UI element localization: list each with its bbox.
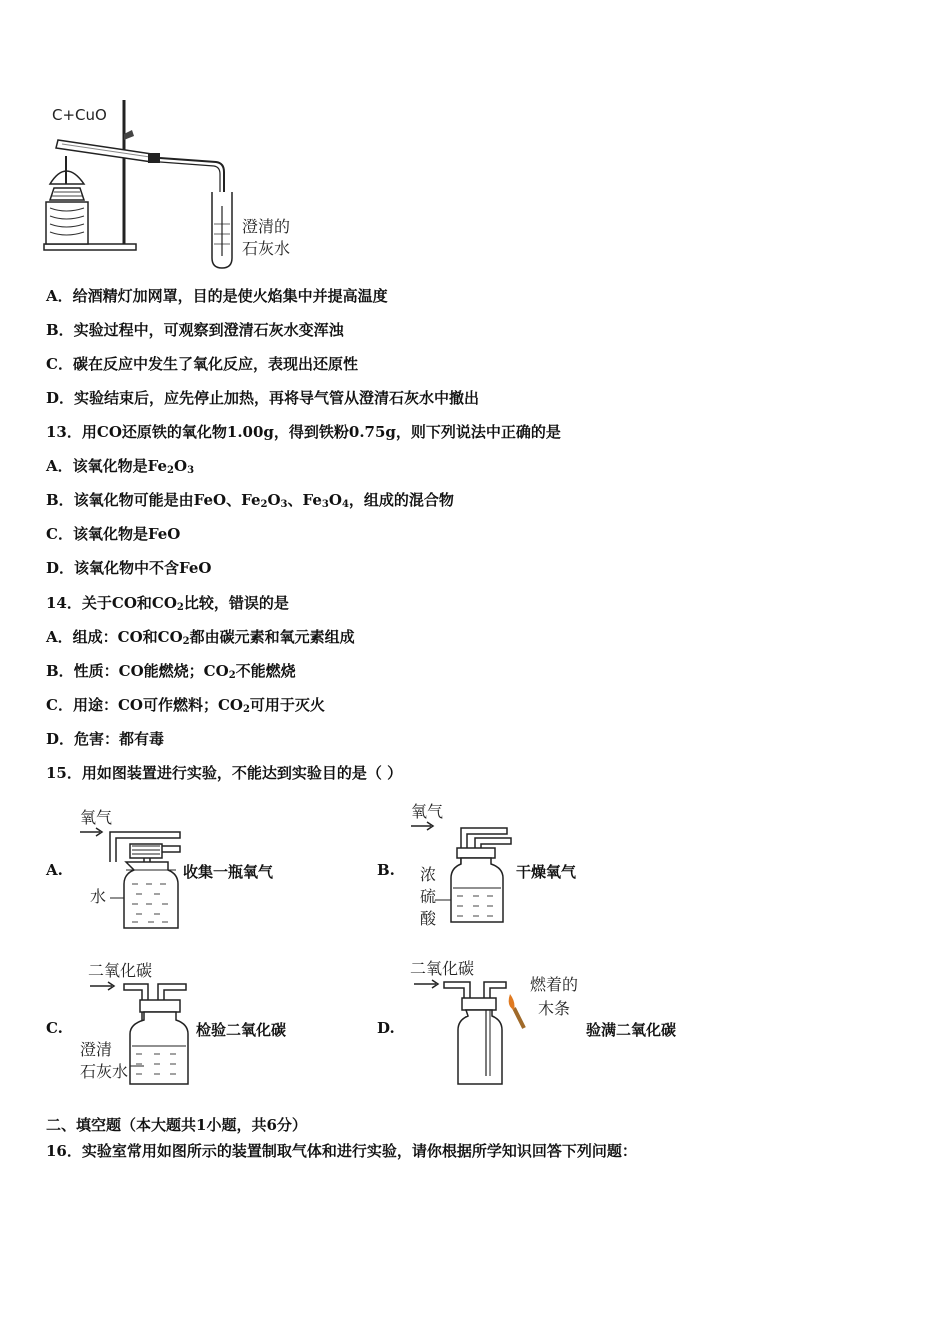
q15-d-stick-label-line1: 燃着的	[530, 975, 579, 994]
q14-option-b: B．性质：CO能燃烧；$CO_2$不能燃烧	[46, 662, 296, 681]
section2-heading: 二、填空题（本大题共1小题，共6分）	[46, 1116, 307, 1134]
q15-c-liquid-label-line1: 澄清	[80, 1040, 113, 1059]
limewater-label-line2: 石灰水	[242, 239, 291, 258]
q15-b-liquid-char2: 硫	[420, 887, 437, 906]
q15-c-bottle	[84, 976, 194, 1088]
q15-d-stick-label-line2: 木条	[538, 999, 571, 1018]
q12-option-b: B．实验过程中，可观察到澄清石灰水变浑浊	[46, 321, 344, 339]
q13-option-a: A．该氧化物是$Fe_2O_3$	[46, 457, 195, 476]
q15-c-liquid-label-line2: 石灰水	[80, 1062, 129, 1081]
q15-b-gas-label: 氧气	[411, 802, 444, 821]
q15-d-bottle	[410, 972, 540, 1088]
q15-b-caption: 干燥氧气	[516, 863, 577, 881]
q15-b-liquid-char1: 浓	[420, 865, 437, 884]
q15-d-gas-label: 二氧化碳	[410, 959, 475, 978]
q15-c-letter: C.	[46, 1019, 63, 1037]
q15-a-letter: A.	[46, 861, 63, 879]
q12-option-c: C．碳在反应中发生了氧化反应，表现出还原性	[46, 355, 358, 373]
q15-c-gas-label: 二氧化碳	[88, 961, 153, 980]
q13-option-b: B．该氧化物可能是由FeO、$Fe_2O_3$、$Fe_3O_4$，组成的混合物	[46, 491, 454, 510]
q15-stem: 15．用如图装置进行实验，不能达到实验目的是（ ）	[46, 764, 403, 782]
carbon-reduction-apparatus	[40, 96, 240, 271]
q15-a-caption: 收集一瓶氧气	[183, 863, 274, 881]
q12-option-a: A．给酒精灯加网罩，目的是使火焰集中并提高温度	[46, 287, 388, 305]
q16-stem: 16．实验室常用如图所示的装置制取气体和进行实验，请你根据所学知识回答下列问题：	[46, 1142, 637, 1160]
q14-option-c: C．用途：CO可作燃料；$CO_2$可用于灭火	[46, 696, 325, 715]
q14-option-a: A．组成：CO和$CO_2$都由碳元素和氧元素组成	[46, 628, 355, 647]
q13-option-d: D．该氧化物中不含FeO	[46, 559, 212, 577]
q14-stem: 14．关于CO和$CO_2$比较，错误的是	[46, 594, 289, 613]
q15-c-caption: 检验二氧化碳	[196, 1021, 287, 1039]
q15-a-bottle	[76, 822, 186, 934]
q13-stem: 13．用CO还原铁的氧化物1.00g，得到铁粉0.75g，则下列说法中正确的是	[46, 423, 561, 441]
limewater-label-line1: 澄清的	[242, 217, 291, 236]
q15-d-caption: 验满二氧化碳	[586, 1021, 677, 1039]
q15-b-bottle	[407, 818, 517, 930]
q15-b-liquid-char3: 酸	[420, 909, 437, 928]
q13-option-c: C．该氧化物是FeO	[46, 525, 181, 543]
reactant-label: C+CuO	[52, 106, 107, 124]
q15-b-letter: B.	[377, 861, 395, 879]
q15-d-letter: D.	[377, 1019, 395, 1037]
q15-a-liquid-label: 水	[90, 887, 107, 906]
q14-option-d: D．危害：都有毒	[46, 730, 165, 748]
q12-option-d: D．实验结束后，应先停止加热，再将导气管从澄清石灰水中撤出	[46, 389, 480, 407]
q15-a-gas-label: 氧气	[80, 808, 113, 827]
